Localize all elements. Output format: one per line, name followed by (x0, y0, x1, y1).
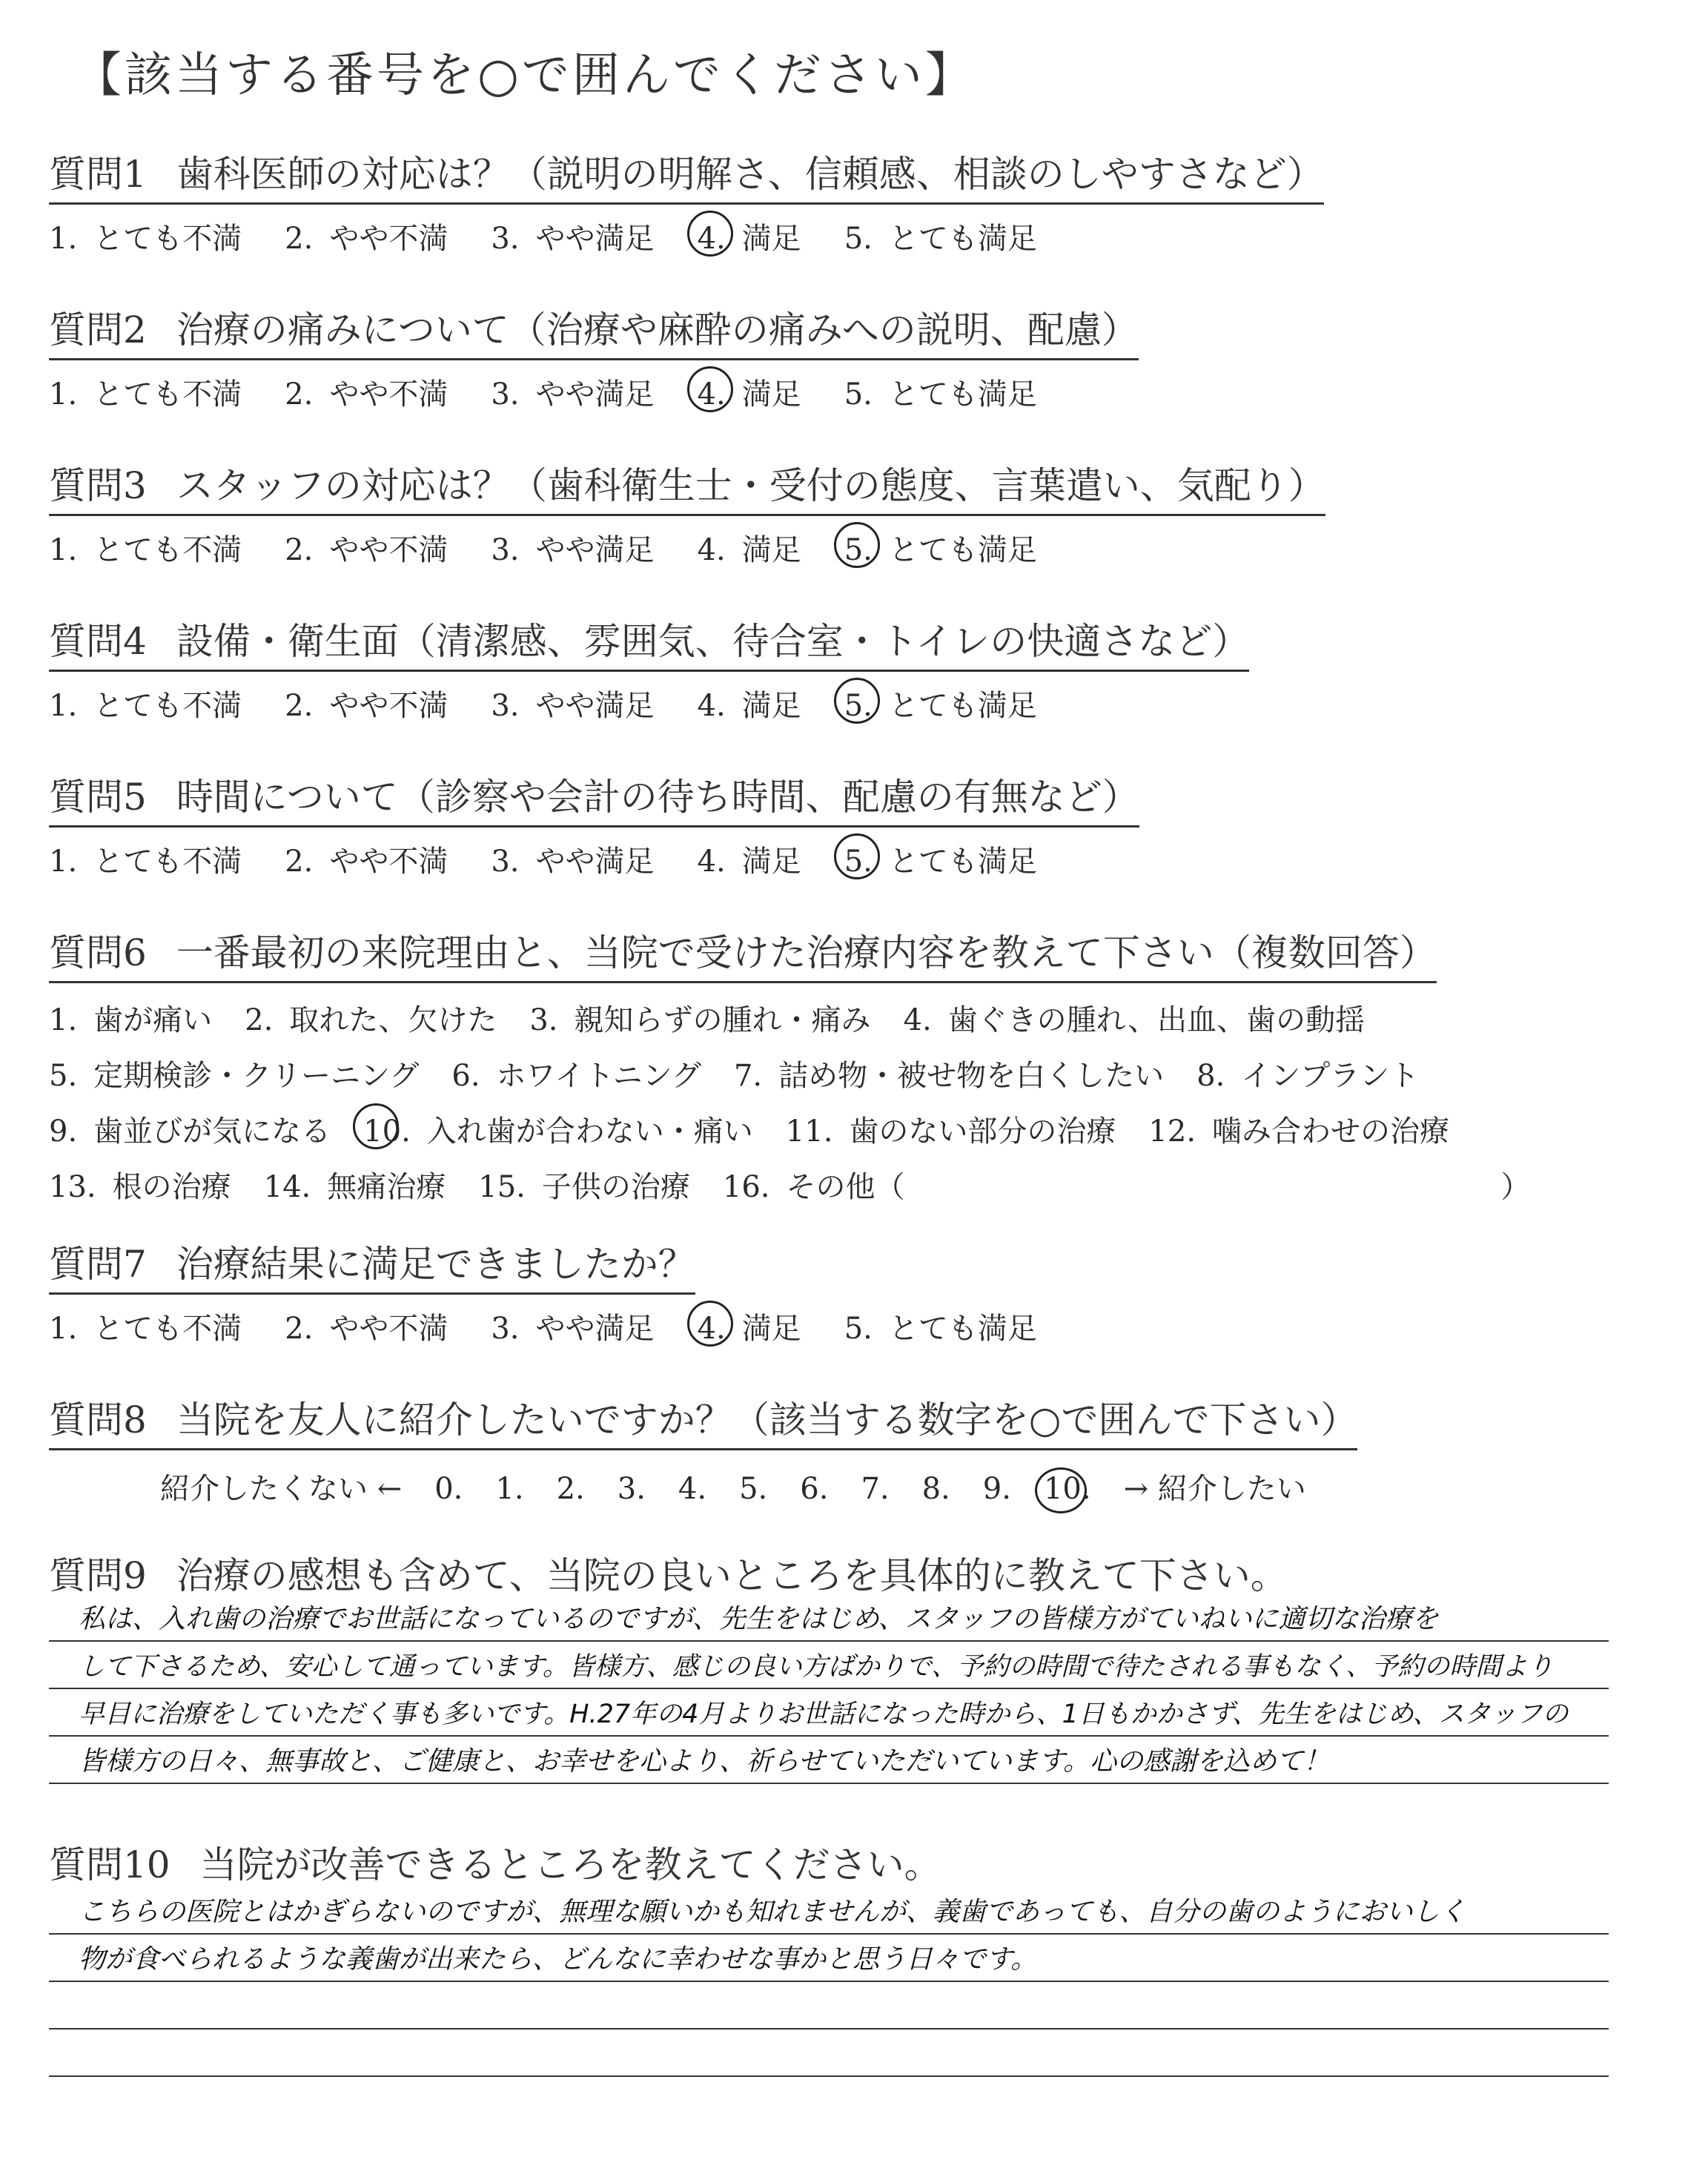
reason-option[interactable] (529, 997, 870, 1039)
option-label: やや不満 (329, 689, 448, 723)
reason-option[interactable] (49, 1108, 331, 1150)
question-8-heading (49, 1390, 1357, 1450)
question-10-heading (49, 1835, 941, 1893)
option-number: 2. (285, 845, 314, 879)
answer-options (49, 371, 1658, 413)
answer-line[interactable] (49, 1737, 1609, 1784)
option-label: とても不満 (93, 533, 242, 567)
option-label: やや不満 (329, 533, 448, 567)
question-label: 質問7 (49, 1243, 147, 1286)
scale-option[interactable] (491, 526, 654, 569)
option-label: とても不満 (93, 377, 242, 412)
reason-label: 無痛治療 (327, 1170, 446, 1204)
reason-label: インプラント (1241, 1059, 1420, 1093)
option-number: 1. (49, 222, 78, 256)
option-number: 5. (844, 222, 873, 256)
option-label: 満足 (741, 377, 801, 412)
question-text: 当院を友人に紹介したいですか？（該当する数字を○で囲んで下さい） (176, 1398, 1358, 1441)
option-label: とても満足 (888, 1312, 1037, 1346)
reason-row (49, 1052, 1658, 1094)
option-number: 4. (697, 377, 726, 412)
reason-option[interactable] (734, 1052, 1164, 1094)
reason-number: 1. (49, 1003, 78, 1037)
question-label: 質問8 (49, 1398, 147, 1441)
option-label: やや不満 (329, 222, 448, 256)
option-label: やや不満 (329, 1312, 448, 1346)
question-3 (49, 456, 1658, 569)
option-number: 1. (49, 1312, 78, 1346)
reason-number: 8. (1196, 1059, 1225, 1093)
reason-number: 7. (733, 1059, 763, 1093)
scale-option[interactable] (491, 838, 654, 880)
question-text: 治療結果に満足できましたか？ (176, 1243, 695, 1286)
reason-label: 入れ歯が合わない・痛い (426, 1114, 753, 1149)
reason-row (49, 997, 1658, 1039)
scale-option[interactable] (285, 838, 448, 880)
reason-option[interactable] (245, 997, 497, 1039)
option-label: 満足 (741, 689, 801, 723)
reason-label: 詰め物・被せ物を白くしたい (778, 1059, 1165, 1093)
recommend-option[interactable]: 3. (617, 1472, 646, 1506)
question-4 (49, 612, 1658, 724)
handwritten-text: 物が食べられるような義歯が出来たら、どんなに幸わせな事かと思う日々です。 (79, 1944, 1038, 1975)
reason-row (49, 1108, 1658, 1150)
reason-label: ホワイトニング (496, 1059, 701, 1093)
reason-number: 9. (49, 1114, 78, 1149)
scale-option[interactable] (698, 371, 801, 413)
question-label: 質問5 (49, 776, 147, 819)
scale-option[interactable] (49, 215, 242, 257)
reason-number: 4. (903, 1003, 932, 1037)
option-label: とても不満 (93, 689, 242, 723)
answer-line[interactable] (49, 1887, 1609, 1935)
scale-option[interactable] (49, 838, 242, 880)
recommend-option[interactable]: 4. (678, 1472, 707, 1506)
option-label: とても満足 (888, 845, 1037, 879)
option-label: とても満足 (888, 222, 1037, 256)
scale-option[interactable] (285, 526, 448, 569)
option-number: 1. (49, 533, 78, 567)
answer-line[interactable] (49, 1982, 1609, 2029)
recommend-scale (160, 1465, 1658, 1507)
recommend-option[interactable]: 10. (1043, 1472, 1091, 1506)
reason-label: その他（ (786, 1170, 905, 1204)
reason-option[interactable] (451, 1052, 701, 1094)
question-text: 時間について（診察や会計の待ち時間、配慮の有無など） (176, 776, 1139, 819)
scale-option[interactable] (491, 682, 654, 724)
answer-options (49, 838, 1658, 880)
option-number: 4. (697, 222, 726, 256)
question-2-heading (49, 300, 1139, 360)
question-label: 質問6 (49, 931, 147, 974)
option-label: 満足 (741, 845, 801, 879)
question-text: 治療の感想も含めて、当院の良いところを具体的に教えて下さい。 (176, 1554, 1288, 1597)
recommend-option[interactable]: 1. (495, 1472, 524, 1506)
scale-option[interactable] (49, 526, 242, 569)
scale-option[interactable] (698, 526, 801, 569)
reason-label: 歯並びが気になる (93, 1114, 331, 1149)
scale-option[interactable] (491, 215, 654, 257)
question-5-heading (49, 767, 1139, 828)
scale-left-label: 紹介したくない ← (160, 1472, 403, 1506)
scale-right-label: → 紹介したい (1123, 1472, 1306, 1506)
recommend-option[interactable]: 9. (982, 1472, 1011, 1506)
answer-line[interactable] (49, 1642, 1609, 1689)
question-text: スタッフの対応は？（歯科衛生士・受付の態度、言葉遣い、気配り） (176, 464, 1325, 507)
option-number: 5. (844, 689, 873, 723)
option-label: やや不満 (329, 377, 448, 412)
question-10 (49, 1835, 1658, 1893)
scale-option[interactable] (49, 1305, 242, 1347)
reason-number: 2. (245, 1003, 274, 1037)
option-label: とても不満 (93, 845, 242, 879)
question-6-heading (49, 923, 1437, 983)
scale-option[interactable] (285, 215, 448, 257)
option-label: やや満足 (535, 377, 655, 412)
scale-option[interactable] (844, 526, 1037, 569)
question-3-heading (49, 456, 1325, 516)
other-paren-close: ） (1500, 1170, 1531, 1204)
option-label: 満足 (741, 533, 801, 567)
reason-option[interactable] (49, 1163, 231, 1206)
handwritten-text: 皆様方の日々、無事故と、ご健康と、お幸せを心より、祈らせていただいています。心の感謝を込めて！ (79, 1746, 1331, 1777)
scale-option[interactable] (491, 371, 654, 413)
option-number: 3. (491, 689, 520, 723)
option-number: 3. (491, 377, 520, 412)
reason-option[interactable] (786, 1108, 1116, 1150)
answer-options (49, 215, 1658, 257)
option-label: とても満足 (888, 689, 1037, 723)
option-number: 3. (491, 222, 520, 256)
scale-option[interactable] (844, 838, 1037, 880)
scale-option[interactable] (285, 1305, 448, 1347)
option-number: 3. (491, 845, 520, 879)
reason-option[interactable] (1148, 1108, 1449, 1150)
option-number: 5. (844, 845, 873, 879)
reason-option[interactable] (904, 997, 1366, 1039)
option-number: 4. (697, 845, 726, 879)
answer-line[interactable] (49, 1594, 1609, 1642)
reason-option[interactable] (478, 1163, 690, 1206)
reason-option[interactable] (723, 1163, 905, 1206)
answer-options (49, 1305, 1658, 1347)
option-label: やや不満 (329, 845, 448, 879)
option-label: とても満足 (888, 533, 1037, 567)
page-title: 【該当する番号を○で囲んでください】 (74, 48, 976, 103)
question-label: 質問10 (49, 1843, 171, 1886)
scale-option[interactable] (49, 682, 242, 724)
handwritten-text: して下さるため、安心して通っています。皆様方、感じの良い方ばかりで、予約の時間で待たされる事もなく、予約の時間より (79, 1652, 1554, 1682)
option-label: やや満足 (535, 1312, 655, 1346)
reason-number: 14. (263, 1170, 311, 1204)
handwritten-text: こちらの医院とはかぎらないのですが、無理な願いかも知れませんが、義歯であっても、自分の歯のようにおいしく (79, 1897, 1466, 1927)
scale-option[interactable] (844, 371, 1037, 413)
option-label: とても不満 (93, 222, 242, 256)
option-number: 1. (49, 689, 78, 723)
reason-label: 取れた、欠けた (289, 1003, 497, 1037)
option-number: 4. (697, 533, 726, 567)
handwritten-text: 私は、入れ歯の治療でお世話になっているのですが、先生をはじめ、スタッフの皆様方がていねいに適切な治療を (79, 1604, 1439, 1634)
scale-option[interactable] (285, 682, 448, 724)
reason-label: 子供の治療 (541, 1170, 690, 1204)
recommend-option[interactable]: 2. (556, 1472, 585, 1506)
option-number: 2. (285, 222, 314, 256)
scale-option[interactable] (844, 682, 1037, 724)
option-number: 3. (491, 533, 520, 567)
reason-option[interactable] (49, 997, 212, 1039)
question-label: 質問9 (49, 1554, 147, 1597)
scale-option[interactable] (491, 1305, 654, 1347)
reason-option[interactable] (1196, 1052, 1419, 1094)
option-label: やや満足 (535, 533, 655, 567)
reason-option[interactable] (49, 1052, 419, 1094)
question-label: 質問2 (49, 308, 147, 351)
option-label: やや満足 (535, 222, 655, 256)
recommend-option[interactable]: 0. (434, 1472, 463, 1506)
reason-label: 歯のない部分の治療 (849, 1114, 1116, 1149)
question-8 (49, 1390, 1658, 1507)
reason-number: 5. (49, 1059, 78, 1093)
answer-line[interactable] (49, 2029, 1609, 2077)
reason-label: 歯ぐきの腫れ、出血、歯の動揺 (947, 1003, 1366, 1037)
answer-line[interactable] (49, 1689, 1609, 1737)
recommend-option[interactable]: 7. (861, 1472, 890, 1506)
reason-label: 噛み合わせの治療 (1212, 1114, 1450, 1149)
question-6 (49, 923, 1658, 1206)
reason-number: 6. (451, 1059, 480, 1093)
reason-options (49, 997, 1658, 1206)
option-number: 1. (49, 845, 78, 879)
question-text: 設備・衛生面（清潔感、雰囲気、待合室・トイレの快適さなど） (176, 620, 1250, 663)
reason-label: 親知らずの腫れ・痛み (574, 1003, 871, 1037)
handwritten-text: 早目に治療をしていただく事も多いです。H.27年の4月よりお世話になった時から、1日もかかさず、先生をはじめ、スタッフの (79, 1700, 1569, 1729)
recommend-option[interactable]: 6. (800, 1472, 829, 1506)
question-text: 治療の痛みについて（治療や麻酔の痛みへの説明、配慮） (176, 308, 1139, 351)
question-text: 一番最初の来院理由と、当院で受けた治療内容を教えて下さい（複数回答） (176, 931, 1437, 974)
option-number: 4. (697, 689, 726, 723)
scale-option[interactable] (698, 1305, 801, 1347)
question-5 (49, 767, 1658, 880)
option-number: 2. (285, 689, 314, 723)
reason-number: 13. (49, 1170, 96, 1204)
question-1 (49, 145, 1658, 257)
reason-number: 15. (478, 1170, 526, 1204)
answer-lines-q9 (49, 1594, 1609, 1784)
scale-option[interactable] (285, 371, 448, 413)
scale-option[interactable] (698, 215, 801, 257)
option-number: 2. (285, 377, 314, 412)
option-number: 1. (49, 377, 78, 412)
question-7 (49, 1235, 1658, 1347)
reason-number: 10. (363, 1114, 411, 1149)
reason-option[interactable] (264, 1163, 446, 1206)
option-number: 5. (844, 377, 873, 412)
option-number: 4. (697, 1312, 726, 1346)
question-text: 歯科医師の対応は？（説明の明解さ、信頼感、相談のしやすさなど） (176, 153, 1324, 196)
option-label: やや満足 (535, 845, 655, 879)
question-label: 質問4 (49, 620, 147, 663)
reason-option[interactable] (363, 1108, 753, 1150)
answer-lines-q10 (49, 1887, 1609, 2077)
reason-label: 歯が痛い (93, 1003, 213, 1037)
reason-number: 3. (529, 1003, 558, 1037)
option-label: 満足 (741, 222, 801, 256)
question-7-heading (49, 1235, 695, 1295)
reason-label: 根の治療 (112, 1170, 231, 1204)
answer-line[interactable] (49, 1935, 1609, 1982)
answer-options (49, 682, 1658, 724)
question-label: 質問1 (49, 153, 147, 196)
option-label: 満足 (741, 1312, 801, 1346)
reason-row (49, 1163, 1658, 1206)
scale-option[interactable] (49, 371, 242, 413)
reason-number: 11. (785, 1114, 833, 1149)
scale-option[interactable] (698, 838, 801, 880)
option-label: とても満足 (888, 377, 1037, 412)
question-text: 当院が改善できるところを教えてください。 (199, 1843, 941, 1886)
scale-option[interactable] (844, 215, 1037, 257)
option-label: とても不満 (93, 1312, 242, 1346)
scale-option[interactable] (844, 1305, 1037, 1347)
question-1-heading (49, 145, 1324, 205)
recommend-option[interactable]: 8. (921, 1472, 950, 1506)
option-number: 3. (491, 1312, 520, 1346)
answer-options (49, 526, 1658, 569)
reason-number: 16. (722, 1170, 770, 1204)
option-number: 5. (844, 533, 873, 567)
question-2 (49, 300, 1658, 413)
option-label: やや満足 (535, 689, 655, 723)
option-number: 2. (285, 1312, 314, 1346)
scale-option[interactable] (698, 682, 801, 724)
question-label: 質問3 (49, 464, 147, 507)
option-number: 2. (285, 533, 314, 567)
question-4-heading (49, 612, 1249, 672)
option-number: 5. (844, 1312, 873, 1346)
recommend-option[interactable]: 5. (739, 1472, 768, 1506)
reason-label: 定期検診・クリーニング (93, 1059, 420, 1093)
reason-number: 12. (1148, 1114, 1196, 1149)
